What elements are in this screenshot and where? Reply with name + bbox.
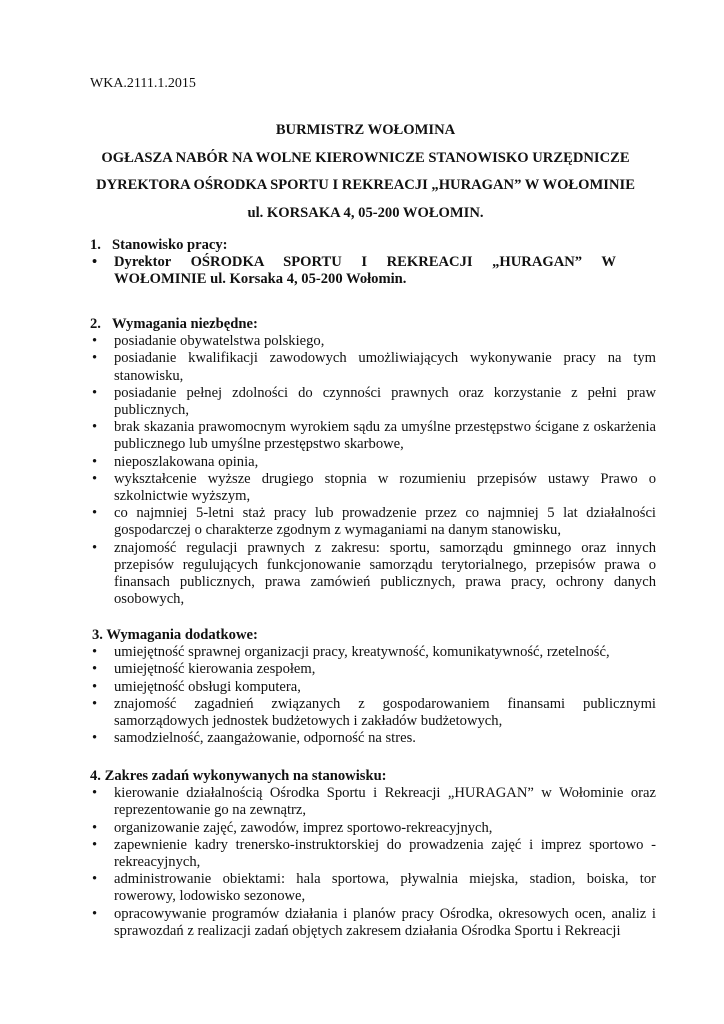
list-item [90, 871, 656, 905]
title-line: OGŁASZA NABÓR NA WOLNE KIEROWNICZE STANOWISKO URZĘDNICZE [101, 149, 630, 166]
section-heading [90, 316, 656, 333]
list-item-text: umiejętność kierowania zespołem, [114, 661, 316, 678]
bullet-icon: • [92, 350, 98, 367]
list-item-text: brak skazania prawomocnym wyrokiem sądu za umyślne przestępstwo ścigane z oskarżenia publicznego lub umyślne przestępstwo skarbowe, [114, 419, 656, 453]
section-additional-requirements [90, 627, 656, 747]
list-item [90, 350, 656, 384]
title-line: DYREKTORA OŚRODKA SPORTU I REKREACJI „HURAGAN” W WOŁOMINIE [96, 177, 635, 193]
bullet-icon: • [92, 384, 98, 401]
list-item [90, 385, 656, 419]
bullet-icon: • [92, 730, 98, 747]
section-heading-text: Stanowisko pracy: [112, 237, 228, 253]
list-item-text: wykształcenie wyższe drugiego stopnia w rozumieniu przepisów ustawy Prawo o szkolnictwie wyższym, [114, 470, 656, 505]
bullet-icon: • [92, 644, 98, 661]
section-list [90, 785, 656, 940]
list-item-text: organizowanie zajęć, zawodów, imprez sportowo-rekreacyjnych, [114, 819, 493, 836]
list-item-text: samodzielność, zaangażowanie, odporność na stres. [114, 730, 416, 747]
section-heading [90, 237, 656, 254]
bullet-icon: • [92, 836, 98, 853]
list-item-text: znajomość regulacji prawnych z zakresu: sportu, samorządu gminnego oraz innych przepisów regulujących funkcjonowanie samorządu terytorialnego, przepisów prawa o finansach publicznych, prawa zamówień publicznych, prawa pracy, ochrony danych osobowych, [114, 539, 656, 608]
announcement-title [60, 117, 671, 227]
bullet-icon: • [92, 505, 98, 522]
list-item-text: posiadanie pełnej zdolności do czynności prawnych oraz korzystanie z pełni praw publicznych, [114, 384, 656, 419]
list-item [90, 540, 656, 609]
list-item-text: znajomość zagadnień związanych z gospodarowaniem finansami publicznymi samorządowych jednostek budżetowych i zakładów budżetowych, [114, 695, 656, 730]
list-item [90, 837, 656, 871]
section-number: 1. [90, 237, 101, 253]
list-item-text: co najmniej 5-letni staż pracy lub prowadzenie przez co najmniej 5 lat działalności gospodarczej o charakterze zgodnym z wymaganiami na danym stanowisku, [114, 505, 656, 539]
bullet-icon: • [92, 695, 98, 712]
list-item-text: umiejętność obsługi komputera, [114, 678, 301, 695]
list-item [90, 254, 616, 288]
bullet-icon: • [92, 661, 98, 678]
bullet-icon: • [92, 905, 98, 922]
section-list [90, 644, 656, 747]
section-task-scope [90, 768, 656, 940]
bullet-icon: • [92, 871, 98, 888]
section-list [90, 254, 656, 288]
list-item [90, 679, 656, 696]
list-item [90, 419, 656, 453]
bullet-icon: • [92, 678, 98, 695]
section-list [90, 333, 656, 608]
list-item-text: umiejętność sprawnej organizacji pracy, kreatywność, komunikatywność, rzetelność, [114, 644, 610, 661]
bullet-icon: • [92, 539, 98, 556]
list-item [90, 333, 656, 350]
bullet-icon: • [92, 785, 98, 802]
bullet-icon: • [92, 419, 98, 436]
bullet-icon: • [92, 254, 98, 271]
section-heading: 3. Wymagania dodatkowe: [92, 627, 258, 643]
title-line: BURMISTRZ WOŁOMINA [275, 122, 456, 138]
list-item-text: administrowanie obiektami: hala sportowa, pływalnia miejska, stadion, boiska, tor rowerowy, lodowisko sezonowe, [114, 871, 656, 905]
list-item [90, 644, 656, 661]
list-item [90, 785, 656, 819]
section-requirements [90, 316, 656, 608]
bullet-icon: • [92, 453, 98, 470]
list-item-text: Dyrektor OŚRODKA SPORTU I REKREACJI „HURAGAN” W WOŁOMINIE ul. Korsaka 4, 05-200 Wołomin. [114, 254, 616, 288]
list-item [90, 730, 656, 747]
section-heading: 4. Zakres zadań wykonywanych na stanowisku: [90, 768, 387, 784]
section-heading-text: Wymagania niezbędne: [112, 316, 258, 332]
list-item-text: kierowanie działalnością Ośrodka Sportu i Rekreacji „HURAGAN” w Wołominie oraz reprezentowanie go na zewnątrz, [114, 785, 656, 819]
list-item [90, 820, 656, 837]
list-item-text: posiadanie kwalifikacji zawodowych umożliwiających wykonywanie pracy na tym stanowisku, [114, 350, 656, 384]
title-line: ul. KORSAKA 4, 05-200 WOŁOMIN. [247, 204, 484, 221]
list-item [90, 696, 656, 730]
list-item [90, 906, 656, 940]
bullet-icon: • [92, 819, 98, 836]
list-item [90, 471, 656, 505]
list-item [90, 661, 656, 678]
list-item [90, 454, 656, 471]
list-item-text: opracowywanie programów działania i planów pracy Ośrodka, okresowych ocen, analiz i sprawozdań z realizacji zadań objętych zakresem działania Ośrodka Sportu i Rekreacji [114, 905, 656, 939]
list-item-text: zapewnienie kadry trenersko-instruktorskiej do prowadzenia zajęć i imprez sportowo -rekreacyjnych, [114, 836, 656, 871]
section-position [90, 237, 656, 289]
bullet-icon: • [92, 470, 98, 487]
section-number: 2. [90, 316, 101, 332]
list-item [90, 505, 656, 539]
document-reference-number: WKA.2111.1.2015 [90, 76, 196, 91]
list-item-text: posiadanie obywatelstwa polskiego, [114, 333, 325, 350]
bullet-icon: • [92, 333, 98, 350]
list-item-text: nieposzlakowana opinia, [114, 453, 259, 470]
